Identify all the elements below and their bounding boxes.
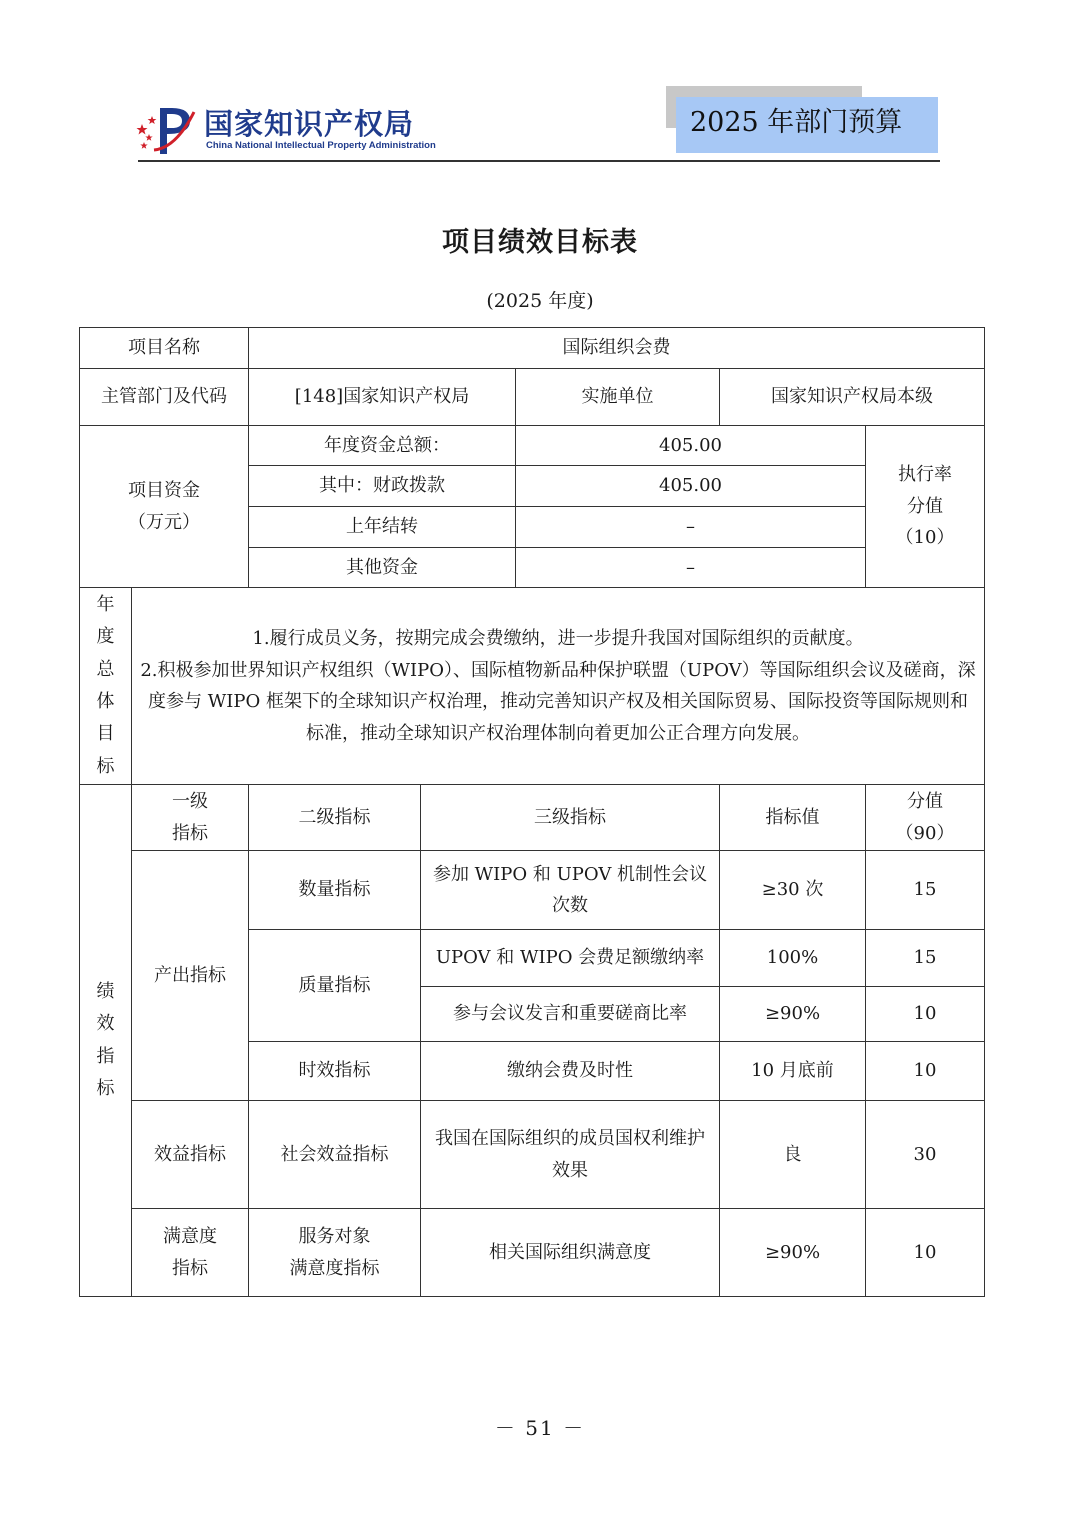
- dept-value: [148]国家知识产权局: [249, 369, 516, 426]
- table-row: [80, 851, 985, 930]
- quantity-indicator-label: 数量指标: [249, 851, 421, 930]
- project-name-value: 国际组织会费: [249, 328, 985, 369]
- doc-badge: 2025 年部门预算: [676, 97, 938, 153]
- header-value: 指标值: [720, 785, 866, 851]
- annual-goal-label: 年度总体目标: [80, 588, 132, 785]
- indicator-value: 良: [720, 1101, 866, 1209]
- table-row: [80, 785, 985, 851]
- indicator-score: 10: [866, 1042, 985, 1101]
- table-row: [80, 426, 985, 466]
- funds-fiscal-value: 405.00: [516, 466, 866, 507]
- page-number: － 51 －: [494, 1416, 586, 1440]
- indicator-value: ≥30 次: [720, 851, 866, 930]
- header-level1: 一级 指标: [132, 785, 249, 851]
- output-indicator-label: 产出指标: [132, 851, 249, 1101]
- satisfaction-indicator-label: 满意度 指标: [132, 1209, 249, 1297]
- indicator-text: 我国在国际组织的成员国权利维护效果: [421, 1101, 720, 1209]
- indicator-score: 15: [866, 851, 985, 930]
- indicator-score: 10: [866, 1209, 985, 1297]
- funds-total-value: 405.00: [516, 426, 866, 466]
- quality-indicator-label: 质量指标: [249, 930, 421, 1042]
- indicator-text: 相关国际组织满意度: [421, 1209, 720, 1297]
- indicator-text: 缴纳会费及时性: [421, 1042, 720, 1101]
- annual-goal-item: 2.积极参加世界知识产权组织（WIPO）、国际植物新品种保护联盟（UPOV）等国际组织会议及磋商，深度参与 WIPO 框架下的全球知识产权治理，推动完善知识产权及相关国际贸易、国际投资等国际规则和标准，推动全球知识产权治理体制向着更加公正合理方向发展。: [140, 659, 976, 744]
- perf-indicator-label: 绩效指标: [80, 785, 132, 1297]
- indicator-score: 10: [866, 987, 985, 1042]
- funds-total-label: 年度资金总额：: [249, 426, 516, 466]
- logo-org-name-cn: 国家知识产权局: [204, 107, 415, 141]
- table-row: [80, 1209, 985, 1297]
- indicator-score: 30: [866, 1101, 985, 1209]
- funds-label: 项目资金 （万元）: [80, 426, 249, 588]
- annual-goal-item: 1.履行成员义务，按期完成会费缴纳，进一步提升我国对国际组织的贡献度。: [252, 628, 864, 649]
- funds-carryover-label: 上年结转: [249, 507, 516, 548]
- indicator-text: 参与会议发言和重要磋商比率: [421, 987, 720, 1042]
- header-level2: 二级指标: [249, 785, 421, 851]
- funds-carryover-value: –: [516, 507, 866, 548]
- table-row: [80, 328, 985, 369]
- page-header: [0, 0, 1080, 170]
- table-row: [80, 369, 985, 426]
- service-satisfaction-indicator-label: 服务对象 满意度指标: [249, 1209, 421, 1297]
- funds-other-value: –: [516, 548, 866, 588]
- page-subtitle: (2025 年度): [486, 290, 594, 312]
- table-row: [80, 1101, 985, 1209]
- indicator-score: 15: [866, 930, 985, 987]
- indicator-value: ≥90%: [720, 987, 866, 1042]
- dept-label: 主管部门及代码: [80, 369, 249, 426]
- indicator-text: 参加 WIPO 和 UPOV 机制性会议次数: [421, 851, 720, 930]
- page-title: 项目绩效目标表: [442, 227, 638, 258]
- table-row: [80, 588, 985, 785]
- header-score: 分值 （90）: [866, 785, 985, 851]
- header-level3: 三级指标: [421, 785, 720, 851]
- impl-label: 实施单位: [516, 369, 720, 426]
- cnipa-emblem-icon: [136, 104, 198, 156]
- project-name-label: 项目名称: [80, 328, 249, 369]
- indicator-value: ≥90%: [720, 1209, 866, 1297]
- impl-value: 国家知识产权局本级: [720, 369, 985, 426]
- benefit-indicator-label: 效益指标: [132, 1101, 249, 1209]
- header-divider: [138, 160, 940, 162]
- funds-other-label: 其他资金: [249, 548, 516, 588]
- logo-org-name-en: China National Intellectual Property Administration: [206, 140, 436, 151]
- indicator-value: 100%: [720, 930, 866, 987]
- timeliness-indicator-label: 时效指标: [249, 1042, 421, 1101]
- indicator-text: UPOV 和 WIPO 会费足额缴纳率: [421, 930, 720, 987]
- annual-goal-text: [132, 588, 985, 785]
- cnipa-logo: [136, 100, 436, 156]
- indicator-value: 10 月底前: [720, 1042, 866, 1101]
- performance-goal-table: [79, 327, 985, 1297]
- social-benefit-indicator-label: 社会效益指标: [249, 1101, 421, 1209]
- funds-fiscal-label: 其中：财政拨款: [249, 466, 516, 507]
- exec-rate-label: 执行率 分值 （10）: [866, 426, 985, 588]
